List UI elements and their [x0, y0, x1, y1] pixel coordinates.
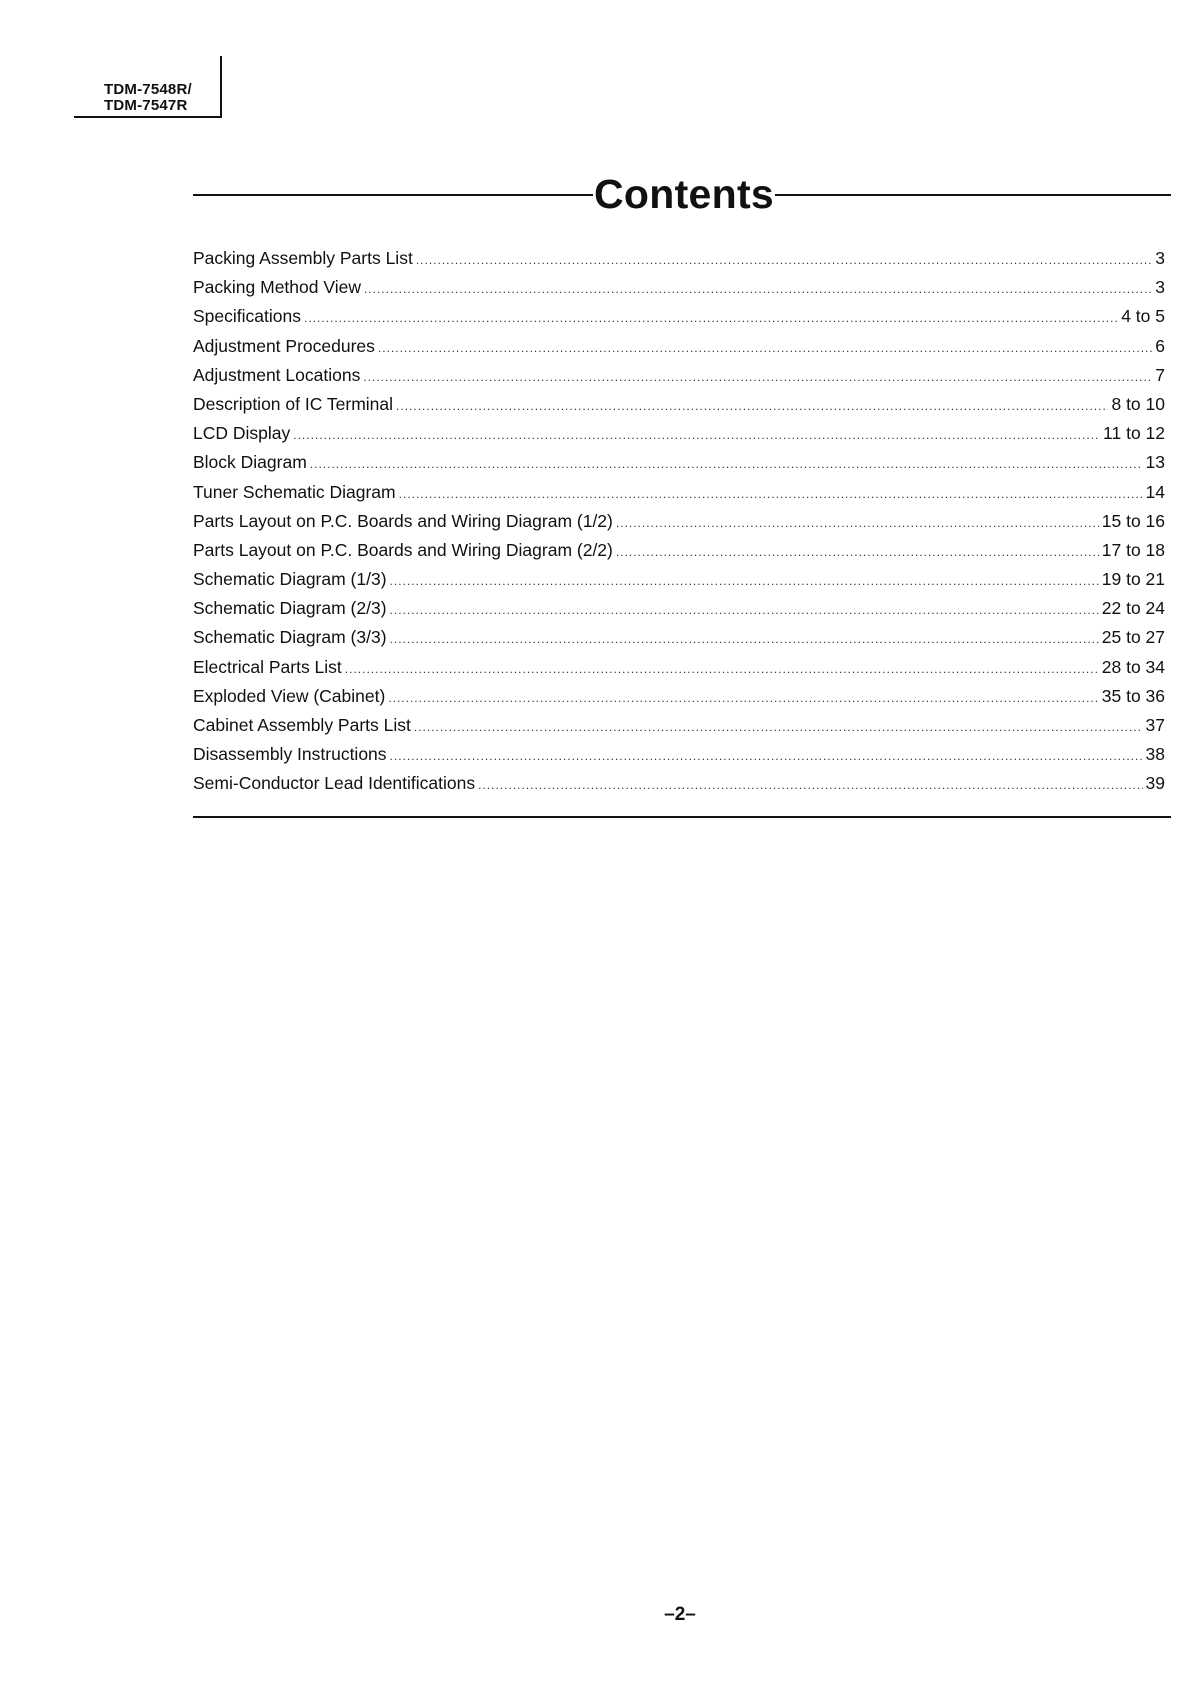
dot-leader	[390, 596, 1099, 625]
toc-entry-label: Adjustment Procedures	[193, 335, 375, 356]
toc-entry-label: Packing Method View	[193, 277, 361, 298]
toc-entry-label: Parts Layout on P.C. Boards and Wiring Diagram (1/2)	[193, 510, 613, 531]
model-header	[74, 56, 222, 118]
toc-entry-page: 38	[1145, 744, 1165, 765]
toc-entry-page: 35 to 36	[1101, 685, 1165, 706]
dot-leader	[390, 742, 1143, 771]
toc-entry[interactable]	[193, 653, 1165, 682]
toc-entry-label: Schematic Diagram (1/3)	[193, 569, 387, 590]
toc-entry-page: 22 to 24	[1101, 598, 1165, 619]
toc-entry-label: Description of IC Terminal	[193, 393, 394, 414]
dot-leader	[396, 392, 1108, 421]
toc-entry-label: Parts Layout on P.C. Boards and Wiring Diagram (2/2)	[193, 539, 613, 560]
page-title: Contents	[593, 171, 775, 217]
contents-title-row	[193, 168, 1171, 224]
toc-entry-page: 17 to 18	[1101, 539, 1165, 560]
dot-leader	[363, 363, 1152, 392]
dot-leader	[390, 625, 1099, 654]
model-number-2: TDM-7547R	[104, 97, 188, 114]
toc-entry[interactable]	[193, 565, 1165, 594]
dot-leader	[310, 450, 1143, 479]
toc-entry-page: 3	[1155, 277, 1165, 298]
toc-entry-page: 4 to 5	[1121, 306, 1165, 327]
toc-entry[interactable]	[193, 740, 1165, 769]
toc-entry-label: Schematic Diagram (2/3)	[193, 598, 387, 619]
toc-entry[interactable]	[193, 536, 1165, 565]
toc-entry[interactable]	[193, 273, 1165, 302]
toc-entry-page: 14	[1145, 481, 1165, 502]
dot-leader	[304, 304, 1118, 333]
toc-entry[interactable]	[193, 507, 1165, 536]
header-horizontal-rule	[74, 116, 222, 118]
toc-entry-page: 7	[1155, 364, 1165, 385]
toc-entry-label: LCD Display	[193, 423, 291, 444]
toc-entry-label: Specifications	[193, 306, 301, 327]
toc-entry-page: 39	[1145, 773, 1165, 794]
toc-entry[interactable]	[193, 594, 1165, 623]
toc-entry-label: Cabinet Assembly Parts List	[193, 715, 411, 735]
toc-entry[interactable]	[193, 332, 1165, 361]
toc-entry-page: 8 to 10	[1111, 393, 1165, 414]
toc-entry[interactable]	[193, 711, 1165, 740]
toc-entry-label: Exploded View (Cabinet)	[193, 685, 386, 706]
dot-leader	[616, 509, 1099, 538]
toc-entry[interactable]	[193, 682, 1165, 711]
model-number-1: TDM-7548R/	[104, 81, 192, 98]
dot-leader	[364, 275, 1152, 304]
dot-leader	[390, 567, 1099, 596]
toc-entry-page: 11 to 12	[1103, 423, 1165, 444]
toc-entry-label: Block Diagram	[193, 452, 307, 473]
toc-entry[interactable]	[193, 419, 1165, 448]
toc-entry-page: 3	[1155, 248, 1165, 268]
toc-entry[interactable]	[193, 390, 1165, 419]
toc-entry-label: Packing Assembly Parts List	[193, 248, 413, 268]
dot-leader	[378, 334, 1152, 363]
dot-leader	[414, 713, 1143, 742]
toc-entry[interactable]	[193, 302, 1165, 331]
table-of-contents	[193, 244, 1165, 799]
dot-leader	[399, 480, 1143, 509]
dot-leader	[416, 246, 1152, 275]
toc-entry-label: Tuner Schematic Diagram	[193, 481, 396, 502]
toc-entry-page: 15 to 16	[1101, 510, 1165, 531]
toc-entry[interactable]	[193, 244, 1165, 273]
toc-entry-page: 19 to 21	[1101, 569, 1165, 590]
dot-leader	[293, 421, 1100, 450]
toc-entry-page: 37	[1145, 715, 1165, 735]
toc-entry-page: 25 to 27	[1101, 627, 1165, 648]
toc-entry-label: Semi-Conductor Lead Identifications	[193, 773, 476, 794]
contents-bottom-rule	[193, 816, 1171, 818]
title-rule-left	[193, 194, 593, 196]
toc-entry[interactable]	[193, 361, 1165, 390]
dot-leader	[345, 655, 1099, 684]
toc-entry[interactable]	[193, 769, 1165, 798]
toc-entry-label: Disassembly Instructions	[193, 744, 387, 765]
toc-entry[interactable]	[193, 623, 1165, 652]
dot-leader	[388, 684, 1098, 713]
dot-leader	[478, 771, 1142, 800]
toc-entry[interactable]	[193, 478, 1165, 507]
toc-entry[interactable]	[193, 448, 1165, 477]
toc-entry-page: 6	[1155, 335, 1165, 356]
title-rule-right	[775, 194, 1171, 196]
toc-entry-page: 13	[1145, 452, 1165, 473]
header-vertical-rule	[220, 56, 222, 118]
page-number: –2–	[664, 1604, 696, 1625]
toc-entry-page: 28 to 34	[1101, 656, 1165, 677]
toc-entry-label: Electrical Parts List	[193, 656, 342, 677]
dot-leader	[616, 538, 1099, 567]
toc-entry-label: Adjustment Locations	[193, 364, 361, 385]
toc-entry-label: Schematic Diagram (3/3)	[193, 627, 387, 648]
